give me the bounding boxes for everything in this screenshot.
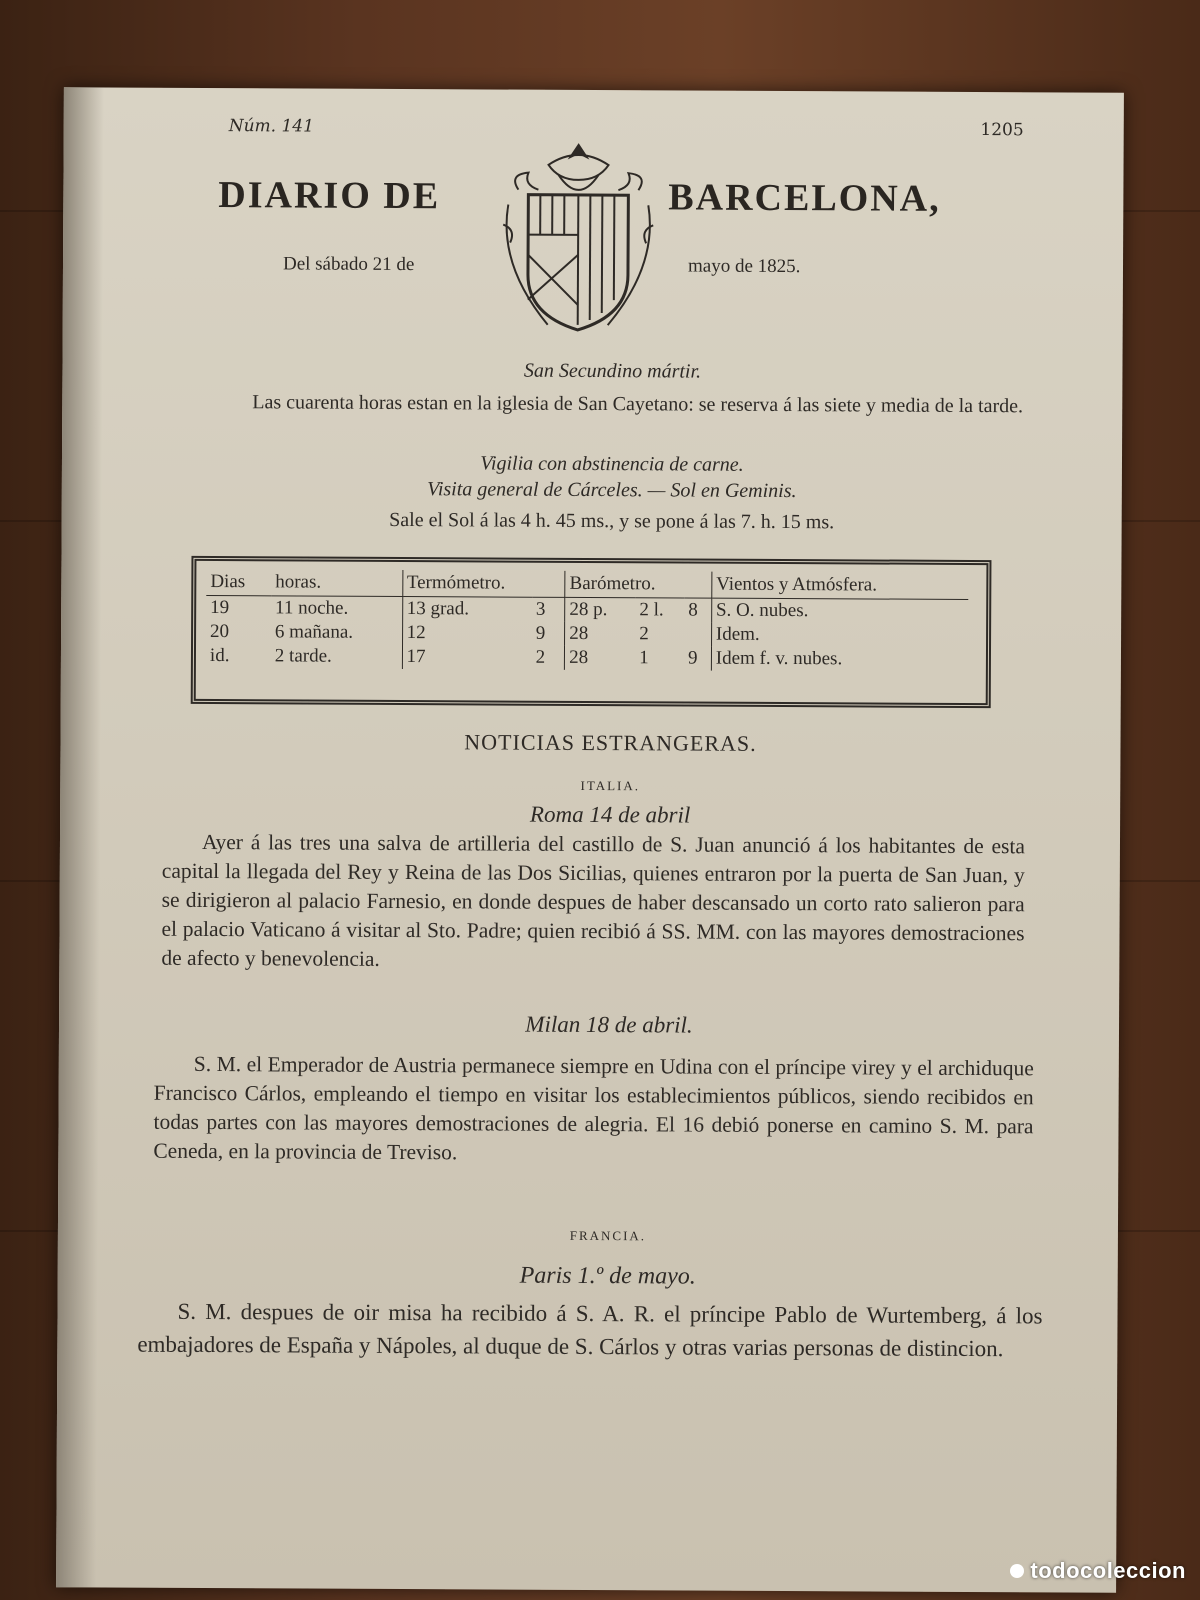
cell-temp: 13 grad. bbox=[406, 598, 470, 620]
section-heading: NOTICIAS ESTRANGERAS. bbox=[464, 729, 757, 756]
country-heading-francia: FRANCIA. bbox=[569, 1227, 647, 1244]
col-vientos: Vientos y Atmósfera. bbox=[712, 572, 969, 600]
date-line-left: Del sábado 21 de bbox=[282, 253, 415, 276]
cell-vientos: Idem. bbox=[715, 623, 760, 645]
cell-vientos: S. O. nubes. bbox=[715, 599, 809, 622]
cell-temp-frac: 3 bbox=[532, 597, 565, 622]
page-number: 1205 bbox=[980, 120, 1024, 141]
cell-vientos: Idem f. v. nubes. bbox=[715, 647, 843, 670]
cell-baro-l: 1 bbox=[639, 647, 649, 669]
masthead-title-left: DIARIO DE bbox=[218, 174, 441, 218]
cell-hora: 11 noche. bbox=[271, 596, 402, 621]
saint-of-day: San Secundino mártir. bbox=[523, 359, 702, 383]
barcelona-coat-of-arms-icon bbox=[488, 134, 669, 345]
dateline-roma: Roma 14 de abril bbox=[529, 801, 691, 828]
country-heading-italia: ITALIA. bbox=[580, 777, 641, 794]
cuarenta-horas-notice: Las cuarenta horas estan en la iglesia de San Cayetano: se reserva á las siete y media de la tarde. bbox=[252, 391, 1024, 418]
article-paris: S. M. despues de oir misa ha recibido á S. A. R. el príncipe Pablo de Wurtemberg, á los embajadores de España y Nápoles, al duque de S. Cárlos y otras varias personas de distincion. bbox=[137, 1298, 1043, 1362]
cell-baro-frac: 8 bbox=[684, 598, 711, 623]
watermark-dot-icon bbox=[1010, 1564, 1024, 1578]
weather-table bbox=[191, 556, 992, 708]
cell-baro-l: 2 bbox=[639, 623, 649, 645]
col-barometro: Barómetro. bbox=[565, 571, 712, 598]
cell-dia: 20 bbox=[210, 621, 230, 643]
article-roma: Ayer á las tres una salva de artilleria del castillo de S. Juan anunció á los habitantes de esta capital la llegada del Rey y Reina de las Dos Sicilias, quienes entraron por la puerta de San Juan, y se dirigieron al palacio Farnesio, en donde despues de haber descansado un corto rato salieron para el palacio Vaticano á visitar al Sto. Padre; quien recibió á SS. MM. con las mayores demostraciones de afecto y benevolencia. bbox=[161, 829, 1026, 971]
visita-notice: Visita general de Cárceles. — Sol en Geminis. bbox=[427, 478, 797, 503]
cell-dia: id. bbox=[209, 645, 230, 667]
table-row bbox=[206, 644, 968, 672]
cell-temp: 12 bbox=[406, 622, 426, 644]
vigilia-notice: Vigilia con abstinencia de carne. bbox=[480, 452, 744, 476]
cell-temp-frac: 9 bbox=[532, 622, 565, 646]
cell-temp: 17 bbox=[406, 646, 426, 668]
newspaper-page bbox=[56, 87, 1124, 1593]
watermark-text: todocoleccion bbox=[1030, 1558, 1186, 1583]
dateline-milan: Milan 18 de abril. bbox=[525, 1011, 693, 1038]
sunrise-sunset: Sale el Sol á las 4 h. 45 ms., y se pone á las 7. h. 15 ms. bbox=[389, 508, 835, 534]
article-milan: S. M. el Emperador de Austria permanece siempre en Udina con el príncipe virey y el archiduque Francisco Cárlos, empleando el tiempo en visitar los establecimientos públicos, siendo recibidos en todas partes con las mayores demostraciones de alegria. El 16 debió ponerse en camino S. M. para Ceneda, en la provincia de Treviso. bbox=[153, 1051, 1034, 1165]
watermark-logo bbox=[1010, 1558, 1186, 1584]
cell-hora: 2 tarde. bbox=[271, 644, 402, 669]
cell-baro-frac bbox=[684, 622, 711, 646]
col-termometro: Termómetro. bbox=[402, 570, 565, 597]
masthead-title-right: BARCELONA, bbox=[668, 176, 941, 220]
col-dias: Dias bbox=[206, 569, 271, 596]
issue-number: Núm. 141 bbox=[228, 116, 314, 137]
cell-baro-l: 2 l. bbox=[639, 599, 664, 621]
cell-baro-p: 28 bbox=[569, 646, 589, 668]
cell-baro-frac: 9 bbox=[684, 646, 711, 670]
cell-hora: 6 mañana. bbox=[271, 620, 402, 645]
cell-baro-p: 28 bbox=[569, 622, 589, 644]
cell-baro-p: 28 p. bbox=[569, 598, 608, 621]
cell-temp-frac: 2 bbox=[532, 646, 565, 670]
cell-dia: 19 bbox=[210, 597, 230, 619]
dateline-paris: Paris 1.º de mayo. bbox=[519, 1262, 696, 1290]
weather-table-header bbox=[206, 569, 968, 599]
col-horas: horas. bbox=[271, 569, 402, 596]
date-line-right: mayo de 1825. bbox=[687, 255, 801, 278]
